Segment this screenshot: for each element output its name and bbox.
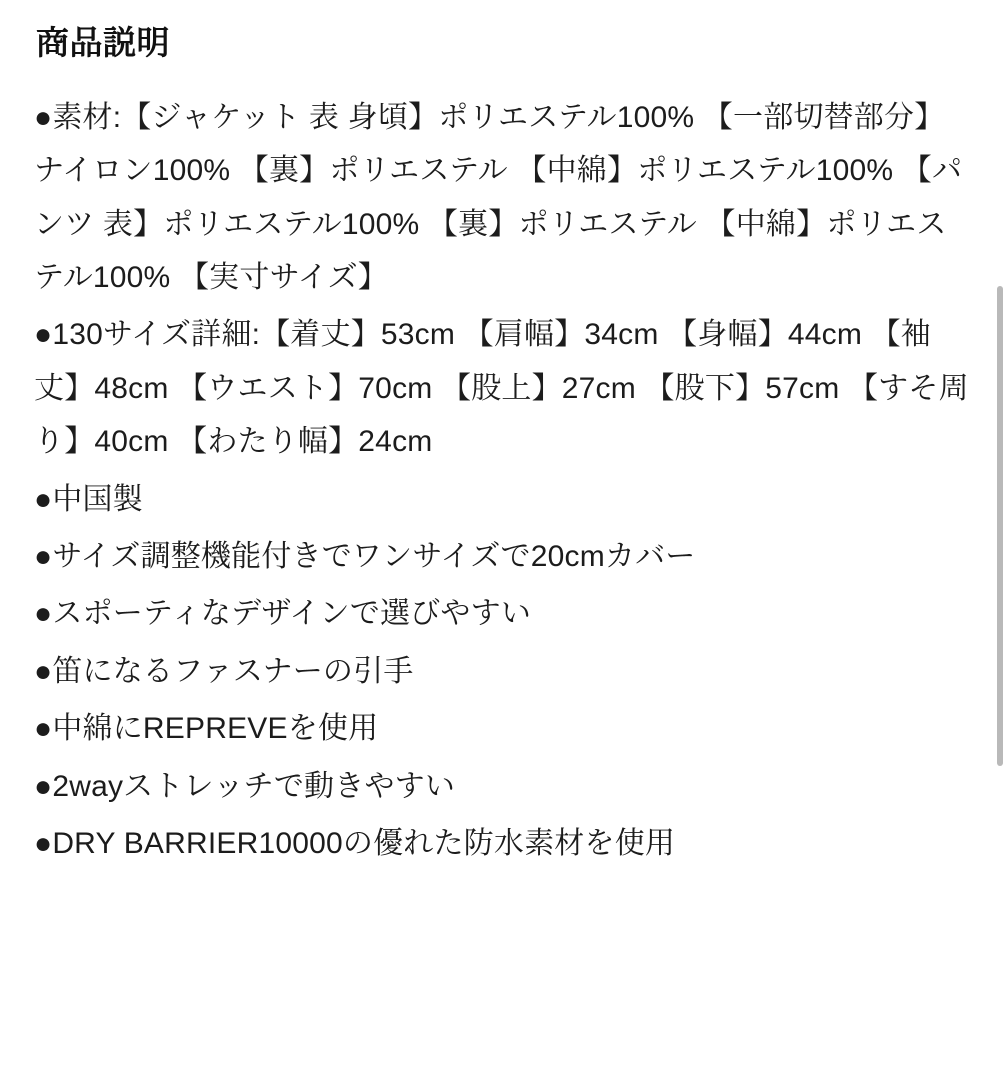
- description-paragraph: ●中国製: [34, 482, 143, 516]
- description-paragraph: ●DRY BARRIER10000の優れた防水素材を使用: [34, 826, 676, 860]
- description-paragraph: ●中綿にREPREVEを使用: [34, 712, 379, 746]
- description-text-block: [34, 91, 972, 870]
- page-title: 商品説明: [36, 24, 170, 61]
- description-paragraph: ●130サイズ詳細:【着丈】53cm 【肩幅】34cm 【身幅】44cm 【袖丈】48cm 【ウエスト】70cm 【股上】27cm 【股下】57cm 【すそ周り】40cm 【わたり幅】24cm: [34, 318, 969, 459]
- description-paragraph: ●サイズ調整機能付きでワンサイズで20cmカバー: [34, 540, 696, 574]
- description-paragraph: ●笛になるファスナーの引手: [34, 654, 414, 688]
- scrollbar-thumb[interactable]: [997, 286, 1003, 766]
- description-paragraph: ●スポーティなデザインで選びやすい: [34, 597, 532, 631]
- description-paragraph: ●素材:【ジャケット 表 身頃】ポリエステル100% 【一部切替部分】ナイロン100% 【裏】ポリエステル 【中綿】ポリエステル100% 【パンツ 表】ポリエステル100% 【裏】ポリエステル 【中綿】ポリエステル100% 【実寸サイズ】: [34, 100, 963, 295]
- description-paragraph: ●2wayストレッチで動きやすい: [34, 769, 456, 803]
